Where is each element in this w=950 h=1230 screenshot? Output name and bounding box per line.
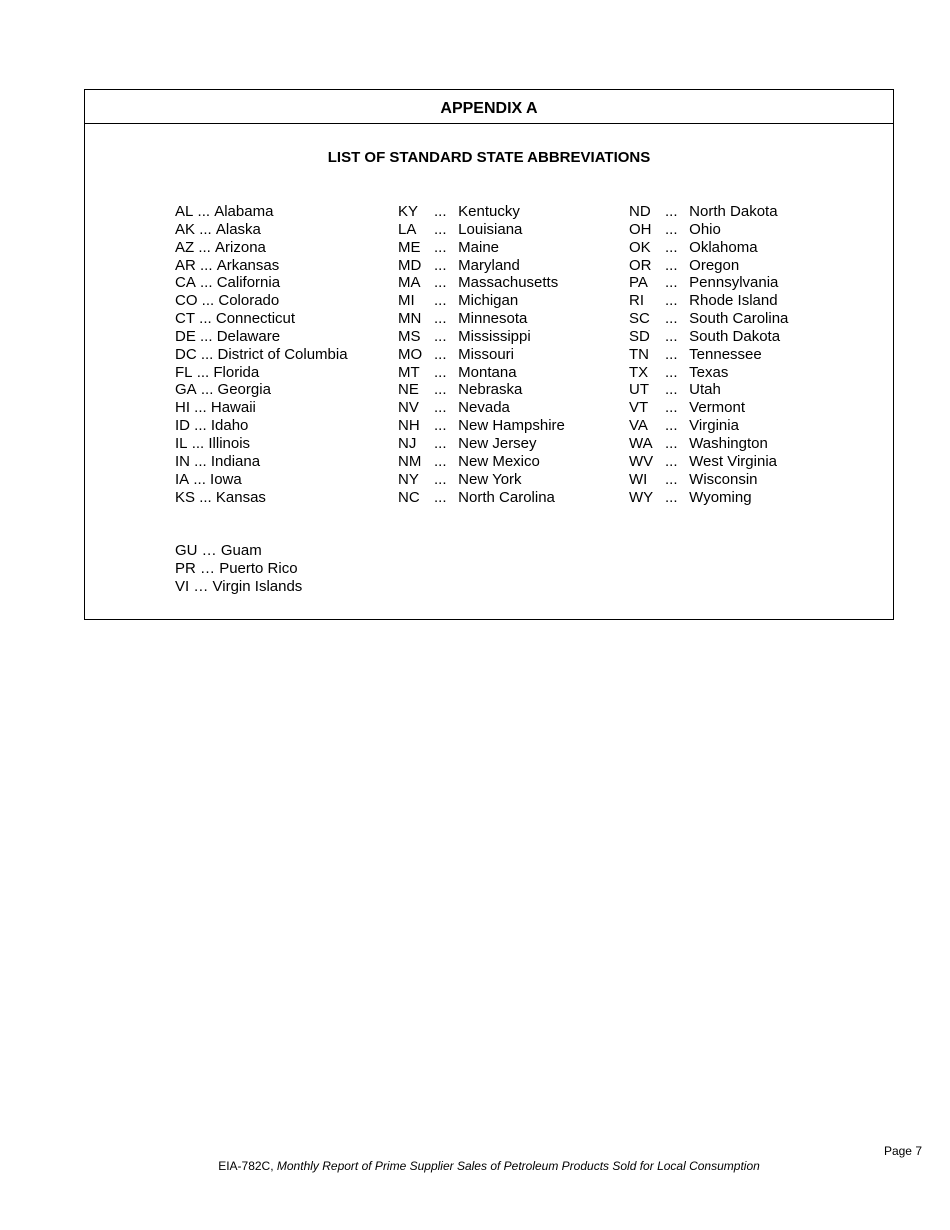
state-name: Florida <box>213 363 260 381</box>
state-entry <box>175 364 348 382</box>
state-entry <box>398 399 565 417</box>
state-abbr: VA <box>629 417 648 435</box>
state-abbr: HI <box>175 399 190 417</box>
state-separator: ... <box>665 220 678 238</box>
state-entry <box>398 292 565 310</box>
state-name: Michigan <box>458 292 519 310</box>
state-entry <box>629 310 788 328</box>
state-separator: ... <box>665 345 678 363</box>
state-separator: ... <box>434 434 447 452</box>
state-entry <box>629 203 788 221</box>
state-entry <box>175 381 348 399</box>
state-abbr: PA <box>629 274 648 292</box>
state-abbr: CA <box>175 274 196 292</box>
state-abbr: IA <box>175 470 190 488</box>
state-name: Wisconsin <box>689 470 758 488</box>
state-separator: ... <box>665 488 678 506</box>
state-separator: ... <box>665 452 678 470</box>
state-separator: ... <box>665 203 678 220</box>
state-name: West Virginia <box>689 452 777 470</box>
state-abbr: GA <box>175 381 197 399</box>
territories-list <box>175 542 302 596</box>
state-name: Nebraska <box>458 381 523 399</box>
state-abbr: SC <box>629 310 650 328</box>
state-separator: ... <box>434 220 447 238</box>
state-separator: ... <box>434 470 447 488</box>
state-separator: ... <box>194 417 207 435</box>
footer <box>0 1159 950 1173</box>
state-name: Maine <box>458 238 500 256</box>
state-separator: ... <box>434 452 447 470</box>
state-separator: ... <box>194 452 207 470</box>
state-column-3 <box>629 203 788 506</box>
state-abbr: NH <box>398 417 420 435</box>
state-abbr: IN <box>175 452 190 470</box>
state-abbr: WA <box>629 434 653 452</box>
state-separator: ... <box>665 256 678 274</box>
state-entry <box>629 489 788 507</box>
territory-abbr: VI <box>175 577 190 595</box>
territory-name: Virgin Islands <box>212 577 303 595</box>
state-name: Arizona <box>215 238 266 256</box>
appendix-box <box>84 89 894 620</box>
state-name: New York <box>458 470 522 488</box>
state-abbr: OR <box>629 256 652 274</box>
state-column-2 <box>398 203 565 506</box>
state-abbr: ME <box>398 238 421 256</box>
state-entry <box>629 274 788 292</box>
state-entry <box>629 471 788 489</box>
state-entry <box>629 292 788 310</box>
state-entry <box>629 239 788 257</box>
state-separator: ... <box>199 488 212 506</box>
state-abbr: DC <box>175 345 197 363</box>
state-name: Kansas <box>215 488 266 506</box>
state-separator: ... <box>665 238 678 256</box>
state-name: Utah <box>689 381 721 399</box>
state-name: South Carolina <box>689 310 789 328</box>
state-name: Mississippi <box>458 327 531 345</box>
state-separator: ... <box>200 381 214 399</box>
state-name: South Dakota <box>689 327 781 345</box>
state-separator: ... <box>199 310 212 328</box>
state-name: North Dakota <box>689 203 778 220</box>
state-entry <box>629 328 788 346</box>
state-separator: ... <box>434 203 447 220</box>
territory-separator: … <box>193 577 209 595</box>
territory-entry <box>175 542 302 560</box>
page-number: Page 7 <box>883 1144 922 1158</box>
state-separator: ... <box>198 238 211 256</box>
state-entry <box>629 381 788 399</box>
state-abbr: IL <box>175 434 188 452</box>
state-abbr: KS <box>175 488 196 506</box>
state-name: Alaska <box>215 220 261 238</box>
state-entry <box>175 221 348 239</box>
state-abbr: TN <box>629 345 649 363</box>
state-abbr: TX <box>629 363 649 381</box>
state-separator: ... <box>665 381 678 399</box>
state-entry <box>398 257 565 275</box>
state-name: Delaware <box>216 327 281 345</box>
state-entry <box>398 435 565 453</box>
state-separator: ... <box>434 310 447 328</box>
state-abbr: AL <box>175 203 194 220</box>
state-separator: ... <box>434 417 447 435</box>
state-separator: ... <box>197 203 211 220</box>
state-abbr: MD <box>398 256 422 274</box>
state-name: Hawaii <box>210 399 256 417</box>
state-name: Connecticut <box>215 310 296 328</box>
state-entry <box>398 203 565 221</box>
state-abbr: CT <box>175 310 195 328</box>
state-entry <box>398 453 565 471</box>
state-separator: ... <box>434 345 447 363</box>
state-entry <box>629 453 788 471</box>
state-entry <box>175 257 348 275</box>
state-abbr: RI <box>629 292 644 310</box>
state-name: Colorado <box>218 292 280 310</box>
state-abbr: MN <box>398 310 422 328</box>
state-separator: ... <box>200 327 213 345</box>
state-abbr: WY <box>629 488 654 506</box>
state-name: Ohio <box>689 220 721 238</box>
state-entry <box>629 364 788 382</box>
state-abbr: NC <box>398 488 420 506</box>
state-separator: ... <box>434 399 447 417</box>
state-entry <box>398 489 565 507</box>
state-entry <box>175 292 348 310</box>
state-entry <box>398 310 565 328</box>
state-abbr: NY <box>398 470 419 488</box>
state-abbr: FL <box>175 363 193 381</box>
state-separator: ... <box>665 310 678 328</box>
state-name: Georgia <box>217 381 271 399</box>
state-abbr: VT <box>629 399 649 417</box>
state-name: Missouri <box>458 345 515 363</box>
territory-entry <box>175 578 302 596</box>
appendix-header: APPENDIX A <box>85 90 893 124</box>
state-separator: ... <box>193 470 206 488</box>
state-separator: ... <box>434 274 447 292</box>
state-entry <box>175 328 348 346</box>
state-entry <box>398 381 565 399</box>
state-separator: ... <box>191 434 205 452</box>
territory-abbr: PR <box>175 559 196 577</box>
state-name: Texas <box>689 363 729 381</box>
state-entry <box>175 435 348 453</box>
state-abbr: NV <box>398 399 419 417</box>
state-name: Washington <box>689 434 768 452</box>
state-entry <box>629 257 788 275</box>
territory-abbr: GU <box>175 542 198 559</box>
state-separator: ... <box>434 381 447 399</box>
state-separator: ... <box>665 327 678 345</box>
state-name: California <box>216 274 281 292</box>
state-name: Idaho <box>210 417 249 435</box>
state-name: Minnesota <box>458 310 528 328</box>
state-name: New Mexico <box>458 452 540 470</box>
state-separator: ... <box>434 327 447 345</box>
state-abbr: AK <box>175 220 196 238</box>
state-abbr: SD <box>629 327 650 345</box>
state-abbr: NM <box>398 452 422 470</box>
state-abbr: DE <box>175 327 196 345</box>
state-separator: ... <box>194 399 207 417</box>
state-entry <box>629 221 788 239</box>
state-abbr: NE <box>398 381 419 399</box>
state-entry <box>629 399 788 417</box>
state-separator: ... <box>196 363 210 381</box>
state-entry <box>398 417 565 435</box>
state-abbr: NJ <box>398 434 417 452</box>
state-abbr: WV <box>629 452 654 470</box>
state-abbr: KY <box>398 203 419 220</box>
state-name: Rhode Island <box>689 292 778 310</box>
state-separator: ... <box>200 345 214 363</box>
state-name: New Jersey <box>458 434 537 452</box>
state-entry <box>398 364 565 382</box>
state-entry <box>175 453 348 471</box>
state-entry <box>629 417 788 435</box>
state-name: Kentucky <box>458 203 520 220</box>
state-entry <box>398 346 565 364</box>
state-name: Oregon <box>689 256 740 274</box>
state-name: Alabama <box>214 203 274 220</box>
state-separator: ... <box>665 434 678 452</box>
state-separator: ... <box>665 470 678 488</box>
state-abbr: OH <box>629 220 652 238</box>
state-entry <box>398 471 565 489</box>
state-entry <box>175 239 348 257</box>
state-abbr: UT <box>629 381 649 399</box>
state-entry <box>175 274 348 292</box>
state-abbr: AZ <box>175 238 195 256</box>
territory-separator: … <box>200 559 216 577</box>
state-separator: ... <box>434 488 447 506</box>
territory-separator: … <box>201 542 217 559</box>
state-separator: ... <box>665 292 678 310</box>
state-entry <box>175 399 348 417</box>
state-name: Arkansas <box>216 256 280 274</box>
state-abbr: MT <box>398 363 420 381</box>
state-abbr: MI <box>398 292 415 310</box>
state-name: Pennsylvania <box>689 274 779 292</box>
state-name: Maryland <box>458 256 520 274</box>
state-separator: ... <box>200 256 213 274</box>
state-entry <box>629 435 788 453</box>
state-name: Indiana <box>210 452 261 470</box>
state-separator: ... <box>665 274 678 292</box>
state-entry <box>175 346 348 364</box>
state-name: Tennessee <box>689 345 762 363</box>
state-entry <box>175 489 348 507</box>
state-column-1 <box>175 203 348 506</box>
state-name: New Hampshire <box>458 417 565 435</box>
state-name: Oklahoma <box>689 238 758 256</box>
territory-name: Puerto Rico <box>219 559 298 577</box>
state-name: District of Columbia <box>217 345 348 363</box>
state-name: Massachusetts <box>458 274 559 292</box>
state-entry <box>175 417 348 435</box>
state-entry <box>629 346 788 364</box>
state-abbr: ND <box>629 203 651 220</box>
state-name: North Carolina <box>458 488 555 506</box>
state-separator: ... <box>200 274 213 292</box>
state-abbr: LA <box>398 220 417 238</box>
state-entry <box>398 274 565 292</box>
state-entry <box>398 239 565 257</box>
footer-form-id: EIA-782C, <box>218 1159 274 1173</box>
state-entry <box>175 471 348 489</box>
state-abbr: AR <box>175 256 196 274</box>
state-name: Wyoming <box>689 488 752 506</box>
state-separator: ... <box>665 417 678 435</box>
state-separator: ... <box>199 220 212 238</box>
state-entry <box>175 203 348 221</box>
state-abbr: MA <box>398 274 421 292</box>
state-name: Virginia <box>689 417 739 435</box>
state-name: Nevada <box>458 399 510 417</box>
state-abbr: ID <box>175 417 190 435</box>
state-entry <box>398 328 565 346</box>
state-abbr: CO <box>175 292 198 310</box>
list-title: LIST OF STANDARD STATE ABBREVIATIONS <box>327 149 651 166</box>
state-separator: ... <box>434 363 447 381</box>
footer-form-title: Monthly Report of Prime Supplier Sales of Petroleum Products Sold for Local Consumption <box>276 1159 760 1173</box>
state-separator: ... <box>201 292 215 310</box>
state-separator: ... <box>434 256 447 274</box>
territory-entry <box>175 560 302 578</box>
state-separator: ... <box>665 399 678 417</box>
state-name: Montana <box>458 363 517 381</box>
state-separator: ... <box>434 292 447 310</box>
state-separator: ... <box>665 363 678 381</box>
state-entry <box>398 221 565 239</box>
state-abbr: WI <box>629 470 648 488</box>
state-name: Iowa <box>210 470 242 488</box>
state-abbr: MS <box>398 327 421 345</box>
state-name: Illinois <box>208 434 251 452</box>
state-entry <box>175 310 348 328</box>
state-name: Louisiana <box>458 220 523 238</box>
state-abbr: MO <box>398 345 423 363</box>
state-separator: ... <box>434 238 447 256</box>
state-name: Vermont <box>689 399 746 417</box>
state-abbr: OK <box>629 238 651 256</box>
territory-name: Guam <box>220 542 262 559</box>
